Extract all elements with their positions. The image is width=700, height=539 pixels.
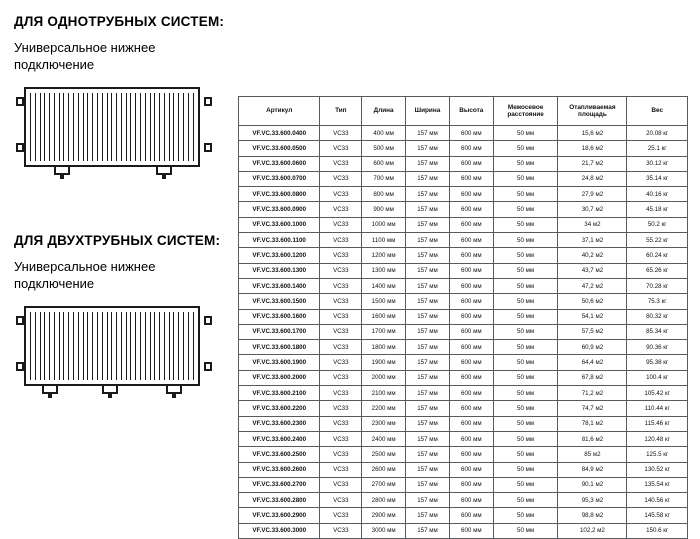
section-one-subheading: Универсальное нижнее подключение — [14, 40, 156, 72]
cell-width: 157 мм — [406, 386, 450, 401]
cell-center-distance: 50 мм — [493, 263, 558, 278]
cell-length: 2000 мм — [362, 370, 406, 385]
column-header-article: Артикул — [239, 97, 320, 126]
table-row — [239, 233, 688, 248]
cell-article: VF.VC.33.600.1700 — [239, 324, 320, 339]
cell-heated-area: 54,1 м2 — [558, 309, 627, 324]
cell-article: VF.VC.33.600.1400 — [239, 278, 320, 293]
cell-length: 600 мм — [362, 156, 406, 171]
cell-article: VF.VC.33.600.2400 — [239, 431, 320, 446]
table-row — [239, 386, 688, 401]
cell-weight: 75.3 кг — [627, 294, 688, 309]
cell-weight: 50.2 кг — [627, 217, 688, 232]
cell-length: 1400 мм — [362, 278, 406, 293]
radiator2-connector-left-bottom — [16, 362, 24, 371]
radiator2-leg-left — [42, 386, 58, 394]
cell-article: VF.VC.33.600.2300 — [239, 416, 320, 431]
cell-center-distance: 50 мм — [493, 202, 558, 217]
cell-width: 157 мм — [406, 477, 450, 492]
cell-weight: 150.6 кг — [627, 523, 688, 538]
cell-heated-area: 85 м2 — [558, 447, 627, 462]
cell-weight: 85.34 кг — [627, 324, 688, 339]
cell-type: VC33 — [320, 493, 362, 508]
table-row — [239, 263, 688, 278]
radiator-leg-left — [54, 167, 70, 175]
cell-article: VF.VC.33.600.2800 — [239, 493, 320, 508]
column-header-type: Тип — [320, 97, 362, 126]
cell-length: 1600 мм — [362, 309, 406, 324]
cell-article: VF.VC.33.600.2200 — [239, 401, 320, 416]
cell-heated-area: 98,8 м2 — [558, 508, 627, 523]
cell-length: 2500 мм — [362, 447, 406, 462]
table-row — [239, 355, 688, 370]
cell-width: 157 мм — [406, 294, 450, 309]
cell-type: VC33 — [320, 217, 362, 232]
radiator2-connector-right-top — [204, 316, 212, 325]
cell-weight: 55.22 кг — [627, 233, 688, 248]
radiator-connector-left-top — [16, 97, 24, 106]
cell-width: 157 мм — [406, 141, 450, 156]
cell-center-distance: 50 мм — [493, 141, 558, 156]
cell-height: 600 мм — [449, 187, 493, 202]
cell-type: VC33 — [320, 141, 362, 156]
cell-heated-area: 21,7 м2 — [558, 156, 627, 171]
cell-center-distance: 50 мм — [493, 309, 558, 324]
cell-weight: 65.26 кг — [627, 263, 688, 278]
cell-type: VC33 — [320, 477, 362, 492]
cell-heated-area: 18,6 м2 — [558, 141, 627, 156]
cell-weight: 60.24 кг — [627, 248, 688, 263]
cell-weight: 120.48 кг — [627, 431, 688, 446]
table-row — [239, 202, 688, 217]
cell-length: 1500 мм — [362, 294, 406, 309]
cell-height: 600 мм — [449, 431, 493, 446]
cell-article: VF.VC.33.600.0600 — [239, 156, 320, 171]
cell-height: 600 мм — [449, 233, 493, 248]
column-header-length: Длина — [362, 97, 406, 126]
cell-width: 157 мм — [406, 233, 450, 248]
cell-heated-area: 74,7 м2 — [558, 401, 627, 416]
cell-center-distance: 50 мм — [493, 508, 558, 523]
cell-center-distance: 50 мм — [493, 248, 558, 263]
spec-table — [238, 96, 688, 539]
cell-width: 157 мм — [406, 324, 450, 339]
cell-article: VF.VC.33.600.1900 — [239, 355, 320, 370]
radiator-pipe-right — [162, 175, 166, 179]
cell-heated-area: 64,4 м2 — [558, 355, 627, 370]
cell-length: 2900 мм — [362, 508, 406, 523]
cell-heated-area: 50,6 м2 — [558, 294, 627, 309]
cell-type: VC33 — [320, 309, 362, 324]
cell-height: 600 мм — [449, 401, 493, 416]
cell-width: 157 мм — [406, 462, 450, 477]
table-row — [239, 508, 688, 523]
cell-length: 2700 мм — [362, 477, 406, 492]
table-row — [239, 141, 688, 156]
cell-type: VC33 — [320, 355, 362, 370]
cell-heated-area: 84,9 м2 — [558, 462, 627, 477]
cell-weight: 115.46 кг — [627, 416, 688, 431]
cell-weight: 80.32 кг — [627, 309, 688, 324]
cell-length: 400 мм — [362, 126, 406, 141]
cell-center-distance: 50 мм — [493, 447, 558, 462]
cell-center-distance: 50 мм — [493, 523, 558, 538]
cell-weight: 140.56 кг — [627, 493, 688, 508]
radiator2-body — [24, 306, 200, 386]
cell-heated-area: 30,7 м2 — [558, 202, 627, 217]
cell-height: 600 мм — [449, 493, 493, 508]
radiator-connector-left-bottom — [16, 143, 24, 152]
cell-type: VC33 — [320, 340, 362, 355]
table-row — [239, 370, 688, 385]
cell-center-distance: 50 мм — [493, 156, 558, 171]
cell-weight: 130.52 кг — [627, 462, 688, 477]
cell-article: VF.VC.33.600.1500 — [239, 294, 320, 309]
cell-height: 600 мм — [449, 126, 493, 141]
cell-heated-area: 34 м2 — [558, 217, 627, 232]
radiator-fins — [30, 93, 194, 161]
cell-article: VF.VC.33.600.0800 — [239, 187, 320, 202]
table-row — [239, 431, 688, 446]
cell-center-distance: 50 мм — [493, 431, 558, 446]
cell-heated-area: 47,2 м2 — [558, 278, 627, 293]
cell-article: VF.VC.33.600.3000 — [239, 523, 320, 538]
cell-length: 1700 мм — [362, 324, 406, 339]
cell-weight: 145.58 кг — [627, 508, 688, 523]
left-column — [14, 14, 229, 398]
cell-center-distance: 50 мм — [493, 340, 558, 355]
cell-center-distance: 50 мм — [493, 401, 558, 416]
cell-center-distance: 50 мм — [493, 370, 558, 385]
table-row — [239, 462, 688, 477]
cell-weight: 30.12 кг — [627, 156, 688, 171]
spec-table-container — [238, 96, 688, 539]
cell-type: VC33 — [320, 431, 362, 446]
cell-width: 157 мм — [406, 248, 450, 263]
table-row — [239, 523, 688, 538]
cell-type: VC33 — [320, 523, 362, 538]
cell-width: 157 мм — [406, 355, 450, 370]
cell-height: 600 мм — [449, 248, 493, 263]
cell-article: VF.VC.33.600.1000 — [239, 217, 320, 232]
cell-article: VF.VC.33.600.2000 — [239, 370, 320, 385]
cell-width: 157 мм — [406, 447, 450, 462]
cell-weight: 40.16 кг — [627, 187, 688, 202]
cell-type: VC33 — [320, 294, 362, 309]
cell-article: VF.VC.33.600.2100 — [239, 386, 320, 401]
column-header-width: Ширина — [406, 97, 450, 126]
cell-width: 157 мм — [406, 187, 450, 202]
cell-type: VC33 — [320, 447, 362, 462]
cell-width: 157 мм — [406, 523, 450, 538]
cell-width: 157 мм — [406, 171, 450, 186]
cell-width: 157 мм — [406, 309, 450, 324]
cell-height: 600 мм — [449, 508, 493, 523]
cell-heated-area: 15,6 м2 — [558, 126, 627, 141]
cell-center-distance: 50 мм — [493, 233, 558, 248]
cell-height: 600 мм — [449, 416, 493, 431]
cell-weight: 25.1 кг — [627, 141, 688, 156]
table-row — [239, 171, 688, 186]
table-row — [239, 477, 688, 492]
cell-article: VF.VC.33.600.2600 — [239, 462, 320, 477]
cell-weight: 90.36 кг — [627, 340, 688, 355]
cell-type: VC33 — [320, 324, 362, 339]
table-row — [239, 156, 688, 171]
cell-article: VF.VC.33.600.2900 — [239, 508, 320, 523]
cell-height: 600 мм — [449, 294, 493, 309]
section-one-heading: ДЛЯ ОДНОТРУБНЫХ СИСТЕМ: — [14, 14, 225, 29]
cell-height: 600 мм — [449, 171, 493, 186]
cell-type: VC33 — [320, 416, 362, 431]
cell-length: 1000 мм — [362, 217, 406, 232]
column-header-weight: Вес — [627, 97, 688, 126]
cell-height: 600 мм — [449, 477, 493, 492]
cell-article: VF.VC.33.600.1200 — [239, 248, 320, 263]
cell-height: 600 мм — [449, 324, 493, 339]
section-two-subheading: Универсальное нижнее подключение — [14, 259, 156, 291]
cell-width: 157 мм — [406, 431, 450, 446]
cell-heated-area: 40,2 м2 — [558, 248, 627, 263]
cell-type: VC33 — [320, 187, 362, 202]
radiator2-pipe-right — [172, 394, 176, 398]
cell-length: 900 мм — [362, 202, 406, 217]
cell-length: 2100 мм — [362, 386, 406, 401]
cell-center-distance: 50 мм — [493, 462, 558, 477]
cell-center-distance: 50 мм — [493, 386, 558, 401]
table-header-row — [239, 97, 688, 126]
radiator2-leg-right — [166, 386, 182, 394]
cell-type: VC33 — [320, 248, 362, 263]
cell-article: VF.VC.33.600.0500 — [239, 141, 320, 156]
cell-weight: 105.42 кг — [627, 386, 688, 401]
table-row — [239, 187, 688, 202]
cell-width: 157 мм — [406, 493, 450, 508]
column-header-center-distance: Межосевое расстояние — [493, 97, 558, 126]
cell-length: 500 мм — [362, 141, 406, 156]
cell-type: VC33 — [320, 126, 362, 141]
cell-center-distance: 50 мм — [493, 278, 558, 293]
cell-length: 1800 мм — [362, 340, 406, 355]
cell-width: 157 мм — [406, 126, 450, 141]
cell-center-distance: 50 мм — [493, 187, 558, 202]
cell-weight: 110.44 кг — [627, 401, 688, 416]
table-row — [239, 217, 688, 232]
cell-type: VC33 — [320, 278, 362, 293]
cell-heated-area: 78,1 м2 — [558, 416, 627, 431]
cell-height: 600 мм — [449, 217, 493, 232]
cell-width: 157 мм — [406, 217, 450, 232]
cell-type: VC33 — [320, 462, 362, 477]
cell-center-distance: 50 мм — [493, 324, 558, 339]
section-two-tube — [14, 233, 229, 398]
cell-center-distance: 50 мм — [493, 217, 558, 232]
cell-article: VF.VC.33.600.1300 — [239, 263, 320, 278]
cell-length: 2800 мм — [362, 493, 406, 508]
table-row — [239, 309, 688, 324]
cell-width: 157 мм — [406, 202, 450, 217]
cell-height: 600 мм — [449, 141, 493, 156]
radiator-connector-right-top — [204, 97, 212, 106]
cell-length: 1900 мм — [362, 355, 406, 370]
radiator-diagram-two-pipe — [16, 306, 212, 398]
cell-width: 157 мм — [406, 370, 450, 385]
cell-article: VF.VC.33.600.2500 — [239, 447, 320, 462]
cell-center-distance: 50 мм — [493, 493, 558, 508]
spec-table-body — [239, 126, 688, 539]
cell-center-distance: 50 мм — [493, 294, 558, 309]
cell-length: 2200 мм — [362, 401, 406, 416]
cell-type: VC33 — [320, 171, 362, 186]
radiator-body — [24, 87, 200, 167]
radiator2-pipe-left — [48, 394, 52, 398]
cell-length: 3000 мм — [362, 523, 406, 538]
cell-article: VF.VC.33.600.2700 — [239, 477, 320, 492]
table-row — [239, 493, 688, 508]
cell-width: 157 мм — [406, 340, 450, 355]
radiator2-connector-left-top — [16, 316, 24, 325]
table-row — [239, 126, 688, 141]
cell-height: 600 мм — [449, 202, 493, 217]
cell-type: VC33 — [320, 386, 362, 401]
cell-weight: 45.18 кг — [627, 202, 688, 217]
cell-length: 2400 мм — [362, 431, 406, 446]
cell-heated-area: 57,5 м2 — [558, 324, 627, 339]
cell-width: 157 мм — [406, 263, 450, 278]
radiator-diagram-one-pipe — [16, 87, 212, 179]
table-row — [239, 324, 688, 339]
cell-heated-area: 27,9 м2 — [558, 187, 627, 202]
cell-type: VC33 — [320, 233, 362, 248]
cell-center-distance: 50 мм — [493, 416, 558, 431]
cell-height: 600 мм — [449, 355, 493, 370]
cell-weight: 95.38 кг — [627, 355, 688, 370]
cell-weight: 100.4 кг — [627, 370, 688, 385]
cell-height: 600 мм — [449, 156, 493, 171]
cell-type: VC33 — [320, 401, 362, 416]
cell-weight: 35.14 кг — [627, 171, 688, 186]
cell-width: 157 мм — [406, 416, 450, 431]
cell-heated-area: 60,9 м2 — [558, 340, 627, 355]
cell-article: VF.VC.33.600.0400 — [239, 126, 320, 141]
radiator2-fins — [30, 312, 194, 380]
cell-height: 600 мм — [449, 263, 493, 278]
cell-article: VF.VC.33.600.0700 — [239, 171, 320, 186]
cell-heated-area: 24,8 м2 — [558, 171, 627, 186]
spec-table-head — [239, 97, 688, 126]
table-row — [239, 416, 688, 431]
table-row — [239, 401, 688, 416]
radiator2-pipe-middle — [108, 394, 112, 398]
cell-heated-area: 71,2 м2 — [558, 386, 627, 401]
cell-heated-area: 90,1 м2 — [558, 477, 627, 492]
table-row — [239, 248, 688, 263]
cell-center-distance: 50 мм — [493, 171, 558, 186]
column-header-height: Высота — [449, 97, 493, 126]
cell-weight: 70.28 кг — [627, 278, 688, 293]
column-header-heated-area: Отапливаемая площадь — [558, 97, 627, 126]
cell-length: 1300 мм — [362, 263, 406, 278]
cell-width: 157 мм — [406, 156, 450, 171]
cell-height: 600 мм — [449, 309, 493, 324]
cell-width: 157 мм — [406, 278, 450, 293]
cell-length: 1200 мм — [362, 248, 406, 263]
cell-type: VC33 — [320, 508, 362, 523]
cell-type: VC33 — [320, 202, 362, 217]
cell-length: 2300 мм — [362, 416, 406, 431]
table-row — [239, 340, 688, 355]
cell-length: 2600 мм — [362, 462, 406, 477]
radiator2-leg-middle — [102, 386, 118, 394]
cell-type: VC33 — [320, 263, 362, 278]
cell-weight: 135.54 кг — [627, 477, 688, 492]
cell-article: VF.VC.33.600.1100 — [239, 233, 320, 248]
cell-center-distance: 50 мм — [493, 477, 558, 492]
cell-height: 600 мм — [449, 386, 493, 401]
cell-height: 600 мм — [449, 447, 493, 462]
radiator2-connector-right-bottom — [204, 362, 212, 371]
section-one-tube — [14, 14, 229, 179]
cell-height: 600 мм — [449, 462, 493, 477]
cell-article: VF.VC.33.600.1800 — [239, 340, 320, 355]
table-row — [239, 294, 688, 309]
cell-height: 600 мм — [449, 278, 493, 293]
table-row — [239, 447, 688, 462]
cell-heated-area: 81,6 м2 — [558, 431, 627, 446]
cell-article: VF.VC.33.600.0900 — [239, 202, 320, 217]
section-two-heading: ДЛЯ ДВУХТРУБНЫХ СИСТЕМ: — [14, 232, 221, 248]
cell-height: 600 мм — [449, 523, 493, 538]
cell-length: 1100 мм — [362, 233, 406, 248]
cell-length: 800 мм — [362, 187, 406, 202]
radiator-pipe-left — [60, 175, 64, 179]
radiator-leg-right — [156, 167, 172, 175]
cell-heated-area: 102,2 м2 — [558, 523, 627, 538]
cell-heated-area: 95,3 м2 — [558, 493, 627, 508]
cell-heated-area: 37,1 м2 — [558, 233, 627, 248]
cell-height: 600 мм — [449, 340, 493, 355]
radiator-connector-right-bottom — [204, 143, 212, 152]
cell-height: 600 мм — [449, 370, 493, 385]
cell-weight: 20.08 кг — [627, 126, 688, 141]
cell-type: VC33 — [320, 370, 362, 385]
cell-weight: 125.5 кг — [627, 447, 688, 462]
cell-center-distance: 50 мм — [493, 355, 558, 370]
cell-heated-area: 67,8 м2 — [558, 370, 627, 385]
cell-length: 700 мм — [362, 171, 406, 186]
cell-width: 157 мм — [406, 401, 450, 416]
cell-heated-area: 43,7 м2 — [558, 263, 627, 278]
cell-center-distance: 50 мм — [493, 126, 558, 141]
table-row — [239, 278, 688, 293]
cell-article: VF.VC.33.600.1600 — [239, 309, 320, 324]
cell-width: 157 мм — [406, 508, 450, 523]
cell-type: VC33 — [320, 156, 362, 171]
